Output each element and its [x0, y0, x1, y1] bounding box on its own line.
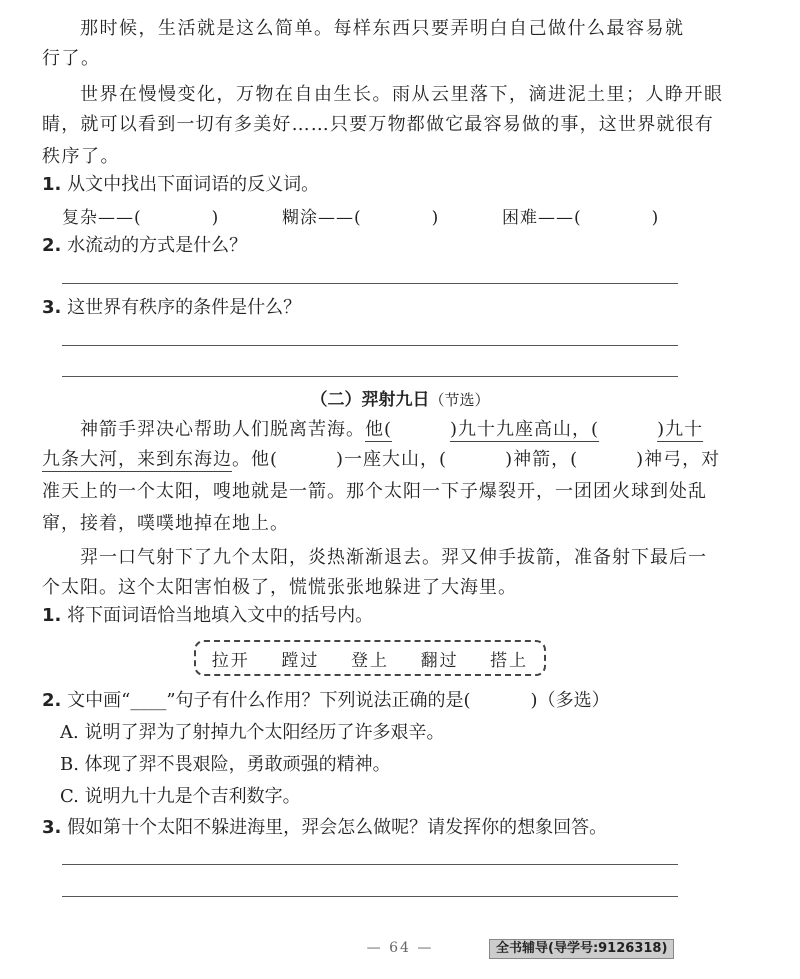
passage-text: )一座大山，( — [336, 449, 448, 470]
word-bank-item: 登上 — [350, 650, 389, 671]
question-3 — [42, 815, 607, 841]
word-bank-item: 蹚过 — [281, 650, 320, 671]
answer-line[interactable] — [62, 896, 678, 897]
question-1 — [42, 172, 319, 198]
antonym-item — [62, 203, 219, 228]
option-a[interactable]: A. 说明了羿为了射掉九个太阳经历了许多艰辛。 — [60, 722, 445, 743]
antonym-close: ) — [431, 208, 440, 228]
question-text: 假如第十个太阳不躲进海里，羿会怎么做呢？请发挥你的想象回答。 — [67, 817, 608, 838]
passage1-line: 睛，就可以看到一切有多美好……只要万物都做它最容易做的事，这世界就很有 — [42, 114, 714, 135]
underlined-sentence: 九条大河，来到东海边 — [42, 449, 232, 470]
question-1 — [42, 603, 373, 629]
question-number: 1. — [42, 605, 62, 626]
question-number: 3. — [42, 817, 62, 838]
passage-text: 。他( — [232, 449, 279, 470]
antonym-word: 困难——( — [502, 208, 582, 228]
question-text: 文中画“ — [67, 690, 131, 711]
antonym-item — [282, 203, 439, 228]
question-text: 将下面词语恰当地填入文中的括号内。 — [67, 605, 374, 626]
passage2-line: 个太阳。这个太阳害怕极了，慌慌张张地躲进了大海里。 — [42, 577, 517, 598]
passage-text: 神箭手羿决心帮助人们脱离苦海。 — [80, 419, 365, 440]
word-bank-item: 拉开 — [211, 650, 250, 671]
antonym-close: ) — [651, 208, 660, 228]
antonym-word: 糊涂——( — [282, 208, 362, 228]
antonym-close: ) — [211, 208, 220, 228]
passage2-line — [42, 447, 720, 473]
word-bank-item: 搭上 — [490, 650, 529, 671]
question-number: 2. — [42, 690, 62, 711]
question-number: 2. — [42, 235, 62, 256]
question-number: 3. — [42, 297, 62, 318]
passage2-line: 窜，接着，噗噗地掉在地上。 — [42, 513, 289, 534]
question-2 — [42, 688, 610, 714]
answer-line[interactable] — [62, 283, 678, 284]
section-title-sub: （节选） — [429, 391, 490, 409]
question-text: 水流动的方式是什么？ — [67, 235, 248, 256]
question-2 — [42, 233, 247, 259]
passage2-line: 准天上的一个太阳，嗖地就是一箭。那个太阳一下子爆裂开，一团团火球到处乱 — [42, 481, 707, 502]
passage1-line: 世界在慢慢变化，万物在自由生长。雨从云里落下，滴进泥土里；人睁开眼 — [80, 84, 724, 105]
question-text: 从文中找出下面词语的反义词。 — [67, 174, 320, 195]
footer-badge: 全书辅导(导学号:9126318) — [489, 939, 674, 959]
passage1-line: 行了。 — [42, 48, 101, 69]
passage2-line — [80, 415, 703, 441]
passage-text: )神箭，( — [505, 449, 579, 470]
passage-text: )神弓，对 — [636, 449, 721, 470]
passage2-line: 羿一口气射下了九个太阳，炎热渐渐退去。羿又伸手拔箭，准备射下最后一 — [80, 547, 707, 568]
question-text: )（多选） — [530, 690, 610, 711]
antonym-item — [502, 203, 659, 228]
answer-line[interactable] — [62, 376, 678, 377]
page-number: — 64 — — [366, 940, 434, 956]
word-bank-item: 翻过 — [420, 650, 459, 671]
question-3 — [42, 295, 301, 321]
passage1-line: 那时候，生活就是这么简单。每样东西只要弄明白自己做什么最容易就 — [80, 18, 685, 39]
question-text: 这世界有秩序的条件是什么？ — [67, 297, 302, 318]
section-title — [0, 385, 800, 410]
section-title-text: （二）羿射九日 — [310, 390, 430, 410]
question-number: 1. — [42, 174, 62, 195]
passage1-line: 秩序了。 — [42, 146, 120, 167]
antonym-word: 复杂——( — [62, 208, 142, 228]
option-c[interactable]: C. 说明九十九是个吉利数字。 — [60, 786, 301, 807]
word-bank-box — [194, 640, 546, 676]
question-text: ”句子有什么作用？下列说法正确的是( — [166, 690, 471, 711]
underline-marker: ____ — [130, 690, 167, 711]
underlined-sentence: 他( )九十九座高山，( )九十 — [365, 419, 704, 440]
option-b[interactable]: B. 体现了羿不畏艰险，勇敢顽强的精神。 — [60, 754, 391, 775]
answer-line[interactable] — [62, 864, 678, 865]
answer-line[interactable] — [62, 345, 678, 346]
